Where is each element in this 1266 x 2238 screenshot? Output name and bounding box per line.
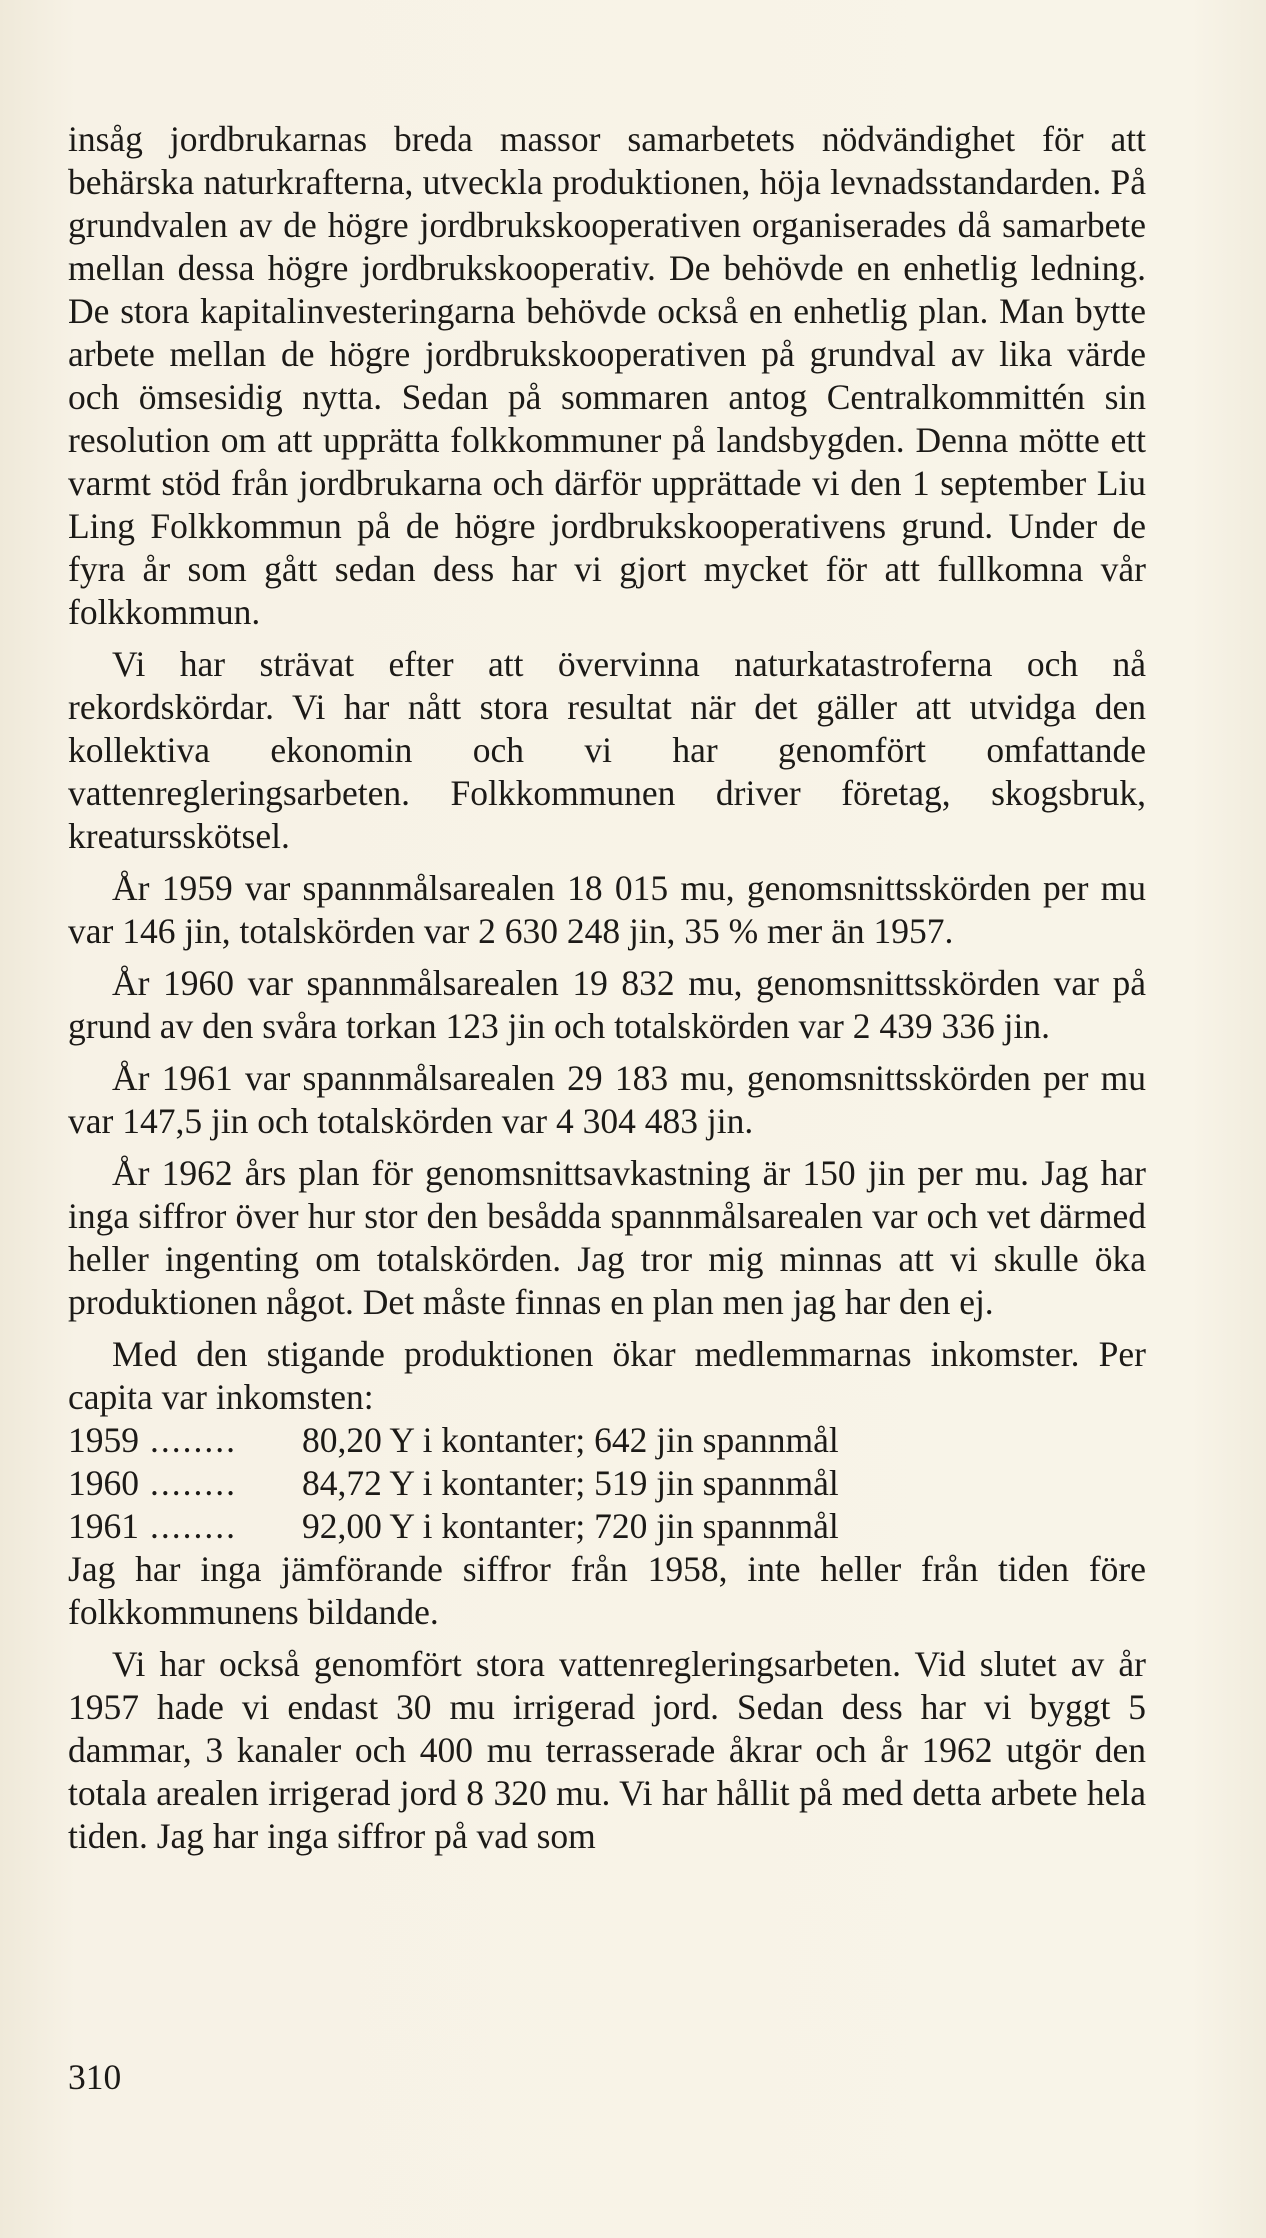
paragraph-income: Med den stigande produktionen ökar medlemmarnas inkomster. Per capita var inkomsten: bbox=[68, 1334, 1146, 1417]
income-row bbox=[68, 1462, 1146, 1505]
body-text bbox=[68, 118, 1146, 1858]
income-table bbox=[68, 1419, 1146, 1548]
paragraph-irrigation: Vi har också genomfört stora vattenregleringsarbeten. Vid slutet av år 1957 hade vi endast 30 mu irrigerad jord. Sedan dess har vi byggt 5 dammar, 3 kanaler och 400 mu terrasserade åkrar och år 1962 utgör den totala arealen irrigerad jord 8 320 mu. Vi har hållit på med detta arbete hela tiden. Jag har inga siffror på vad som bbox=[68, 1644, 1146, 1856]
page-number: 310 bbox=[68, 2057, 122, 2097]
leader-dots: ........ bbox=[150, 1506, 237, 1546]
paragraph-1960: År 1960 var spannmålsarealen 19 832 mu, genomsnittsskörden var på grund av den svåra torkan 123 jin och totalskörden var 2 439 336 jin. bbox=[68, 963, 1146, 1046]
paragraph-no-comparison: Jag har inga jämförande siffror från 1958, inte heller från tiden före folkkommunens bildande. bbox=[68, 1549, 1146, 1632]
paragraph-1961: År 1961 var spannmålsarealen 29 183 mu, genomsnittsskörden per mu var 147,5 jin och totalskörden var 4 304 483 jin. bbox=[68, 1058, 1146, 1141]
income-value: 80,20 Y i kontanter; 642 jin spannmål bbox=[302, 1420, 839, 1460]
income-row bbox=[68, 1419, 1146, 1462]
leader-dots: ........ bbox=[150, 1420, 237, 1460]
income-value: 84,72 Y i kontanter; 519 jin spannmål bbox=[302, 1463, 839, 1503]
income-year: 1961 bbox=[68, 1506, 139, 1546]
income-year: 1959 bbox=[68, 1420, 139, 1460]
paragraph-1962: År 1962 års plan för genomsnittsavkastning är 150 jin per mu. Jag har inga siffror över hur stor den besådda spannmålsarealen var och vet därmed heller ingenting om totalskörden. Jag tror mig minnas att vi skulle öka produktionen något. Det måste finnas en plan men jag har den ej. bbox=[68, 1153, 1146, 1322]
income-year: 1960 bbox=[68, 1463, 139, 1503]
paragraph-continuation: insåg jordbrukarnas breda massor samarbetets nödvändighet för att behärska naturkrafterna, utveckla produktionen, höja levnadsstandarden. På grundvalen av de högre jordbrukskooperativen organiserades då samarbete mellan dessa högre jordbrukskooperativ. De behövde en enhetlig ledning. De stora kapitalinvesteringarna behövde också en enhetlig plan. Man bytte arbete mellan de högre jordbrukskooperativen på grundval av lika värde och ömsesidig nytta. Sedan på sommaren antog Centralkommittén sin resolution om att upprätta folkkommuner på landsbygden. Denna mötte ett varmt stöd från jordbrukarna och därför upprättade vi den 1 september Liu Ling Folkkommun på de högre jordbrukskooperativens grund. Under de fyra år som gått sedan dess har vi gjort mycket för att fullkomna vår folkkommun. bbox=[68, 119, 1146, 632]
income-row bbox=[68, 1505, 1146, 1548]
paragraph-1959: År 1959 var spannmålsarealen 18 015 mu, genomsnittsskörden per mu var 146 jin, totalskörden var 2 630 248 jin, 35 % mer än 1957. bbox=[68, 868, 1146, 951]
leader-dots: ........ bbox=[150, 1463, 237, 1503]
paragraph-harvests: Vi har strävat efter att övervinna naturkatastroferna och nå rekordskördar. Vi har nått stora resultat när det gäller att utvidga den kollektiva ekonomin och vi har genomfört omfattande vattenregleringsarbeten. Folkkommunen driver företag, skogsbruk, kreatursskötsel. bbox=[68, 644, 1146, 856]
income-value: 92,00 Y i kontanter; 720 jin spannmål bbox=[302, 1506, 839, 1546]
